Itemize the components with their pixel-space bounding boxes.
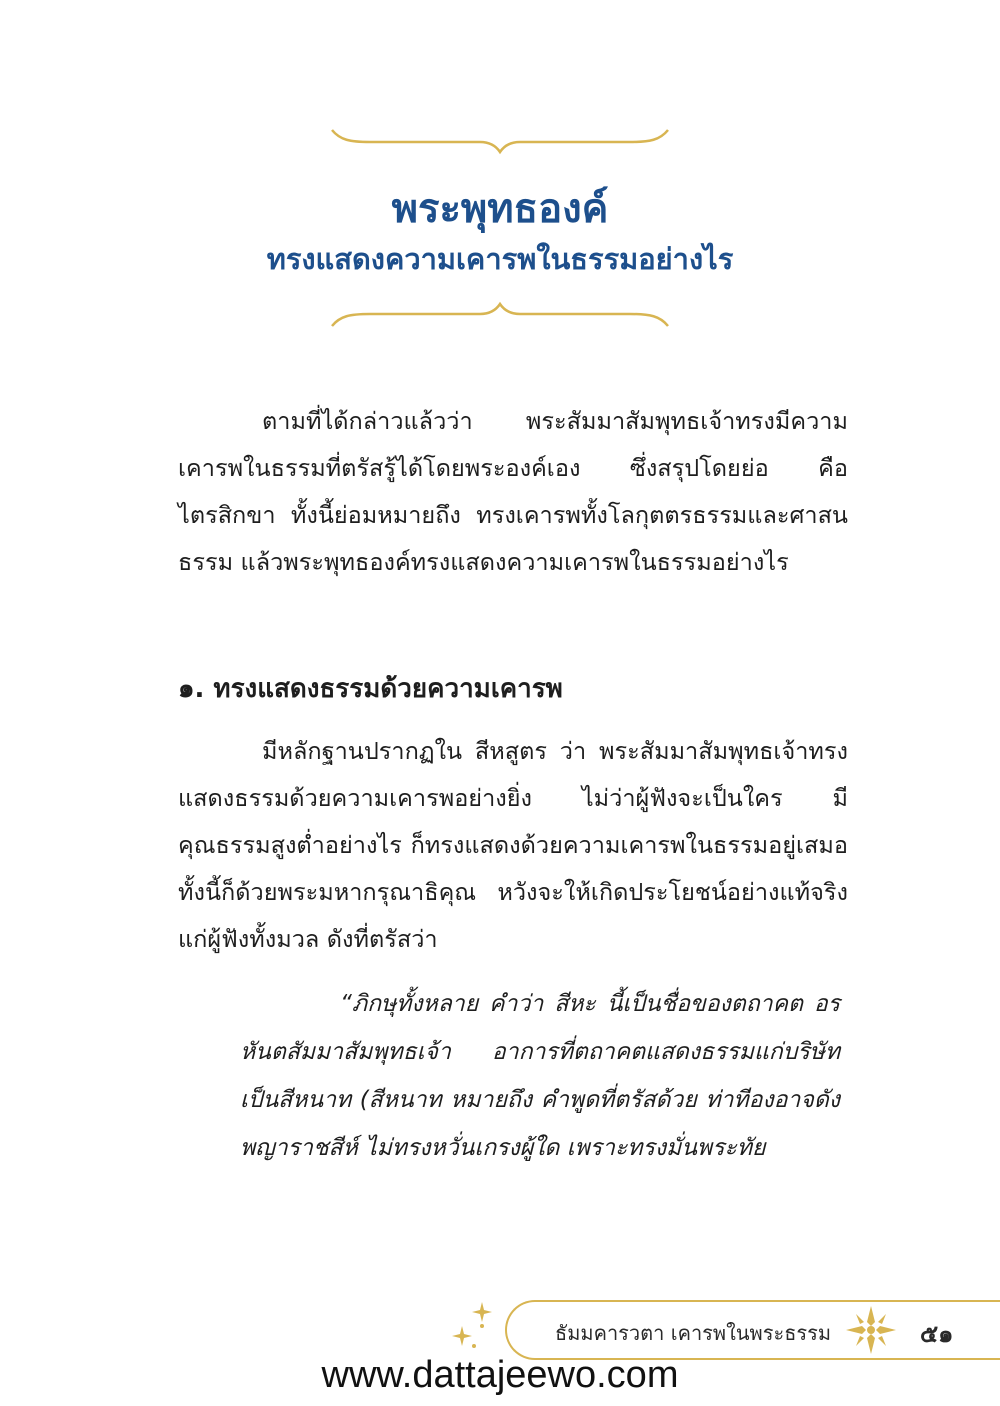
page-title: พระพุทธองค์: [391, 186, 609, 232]
website-url: www.dattajeewo.com: [321, 1354, 679, 1396]
quote-block: [240, 980, 840, 1172]
top-ornament: [330, 128, 670, 168]
bottom-ornament: [330, 288, 670, 328]
page-number: ๕๑: [920, 1320, 954, 1348]
footer-book-title: ธัมมคารวตา เคารพในพระธรรม: [555, 1321, 832, 1345]
quote-text: “ภิกษุทั้งหลาย คำว่า สีหะ นี้เป็นชื่อของตถาคต อรหันตสัมมาสัมพุทธเจ้า อาการที่ตถาคตแสดงธรรมแก่บริษัทเป็นสีหนาท (สีหนาท หมายถึง คำพูดที่ตรัสด้วย ท่าทีองอาจดังพญาราชสีห์ ไม่ทรงหวั่นเกรงผู้ใด เพราะทรงมั่นพระทัย: [240, 991, 840, 1161]
section-paragraph: [178, 728, 848, 963]
intro-paragraph-text: ตามที่ได้กล่าวแล้วว่า พระสัมมาสัมพุทธเจ้าทรงมีความเคารพในธรรมที่ตรัสรู้ได้โดยพระองค์เอง ซึ่งสรุปโดยย่อ คือ ไตรสิกขา ทั้งนี้ย่อมหมายถึง ทรงเคารพทั้งโลกุตตรธรรมและศาสนธรรม แล้วพระพุทธองค์ทรงแสดงความเคารพในธรรมอย่างไร: [178, 407, 848, 576]
page-subtitle: ทรงแสดงความเคารพในธรรมอย่างไร: [266, 242, 734, 276]
flower-ornament-icon: [842, 1302, 900, 1358]
section-paragraph-text: มีหลักฐานปรากฏใน สีหสูตร ว่า พระสัมมาสัมพุทธเจ้าทรงแสดงธรรมด้วยความเคารพอย่างยิ่ง ไม่ว่าผู้ฟังจะเป็นใคร มีคุณธรรมสูงต่ำอย่างไร ก็ทรงแสดงด้วยความเคารพในธรรมอยู่เสมอ ทั้งนี้ก็ด้วยพระมหากรุณาธิคุณ หวังจะให้เกิดประโยชน์อย่างแท้จริงแก่ผู้ฟังทั้งมวล ดังที่ตรัสว่า: [178, 737, 848, 953]
section-heading: ๑. ทรงแสดงธรรมด้วยความเคารพ: [178, 674, 563, 704]
intro-paragraph: [178, 398, 848, 586]
sparkle-icon: [448, 1300, 500, 1356]
